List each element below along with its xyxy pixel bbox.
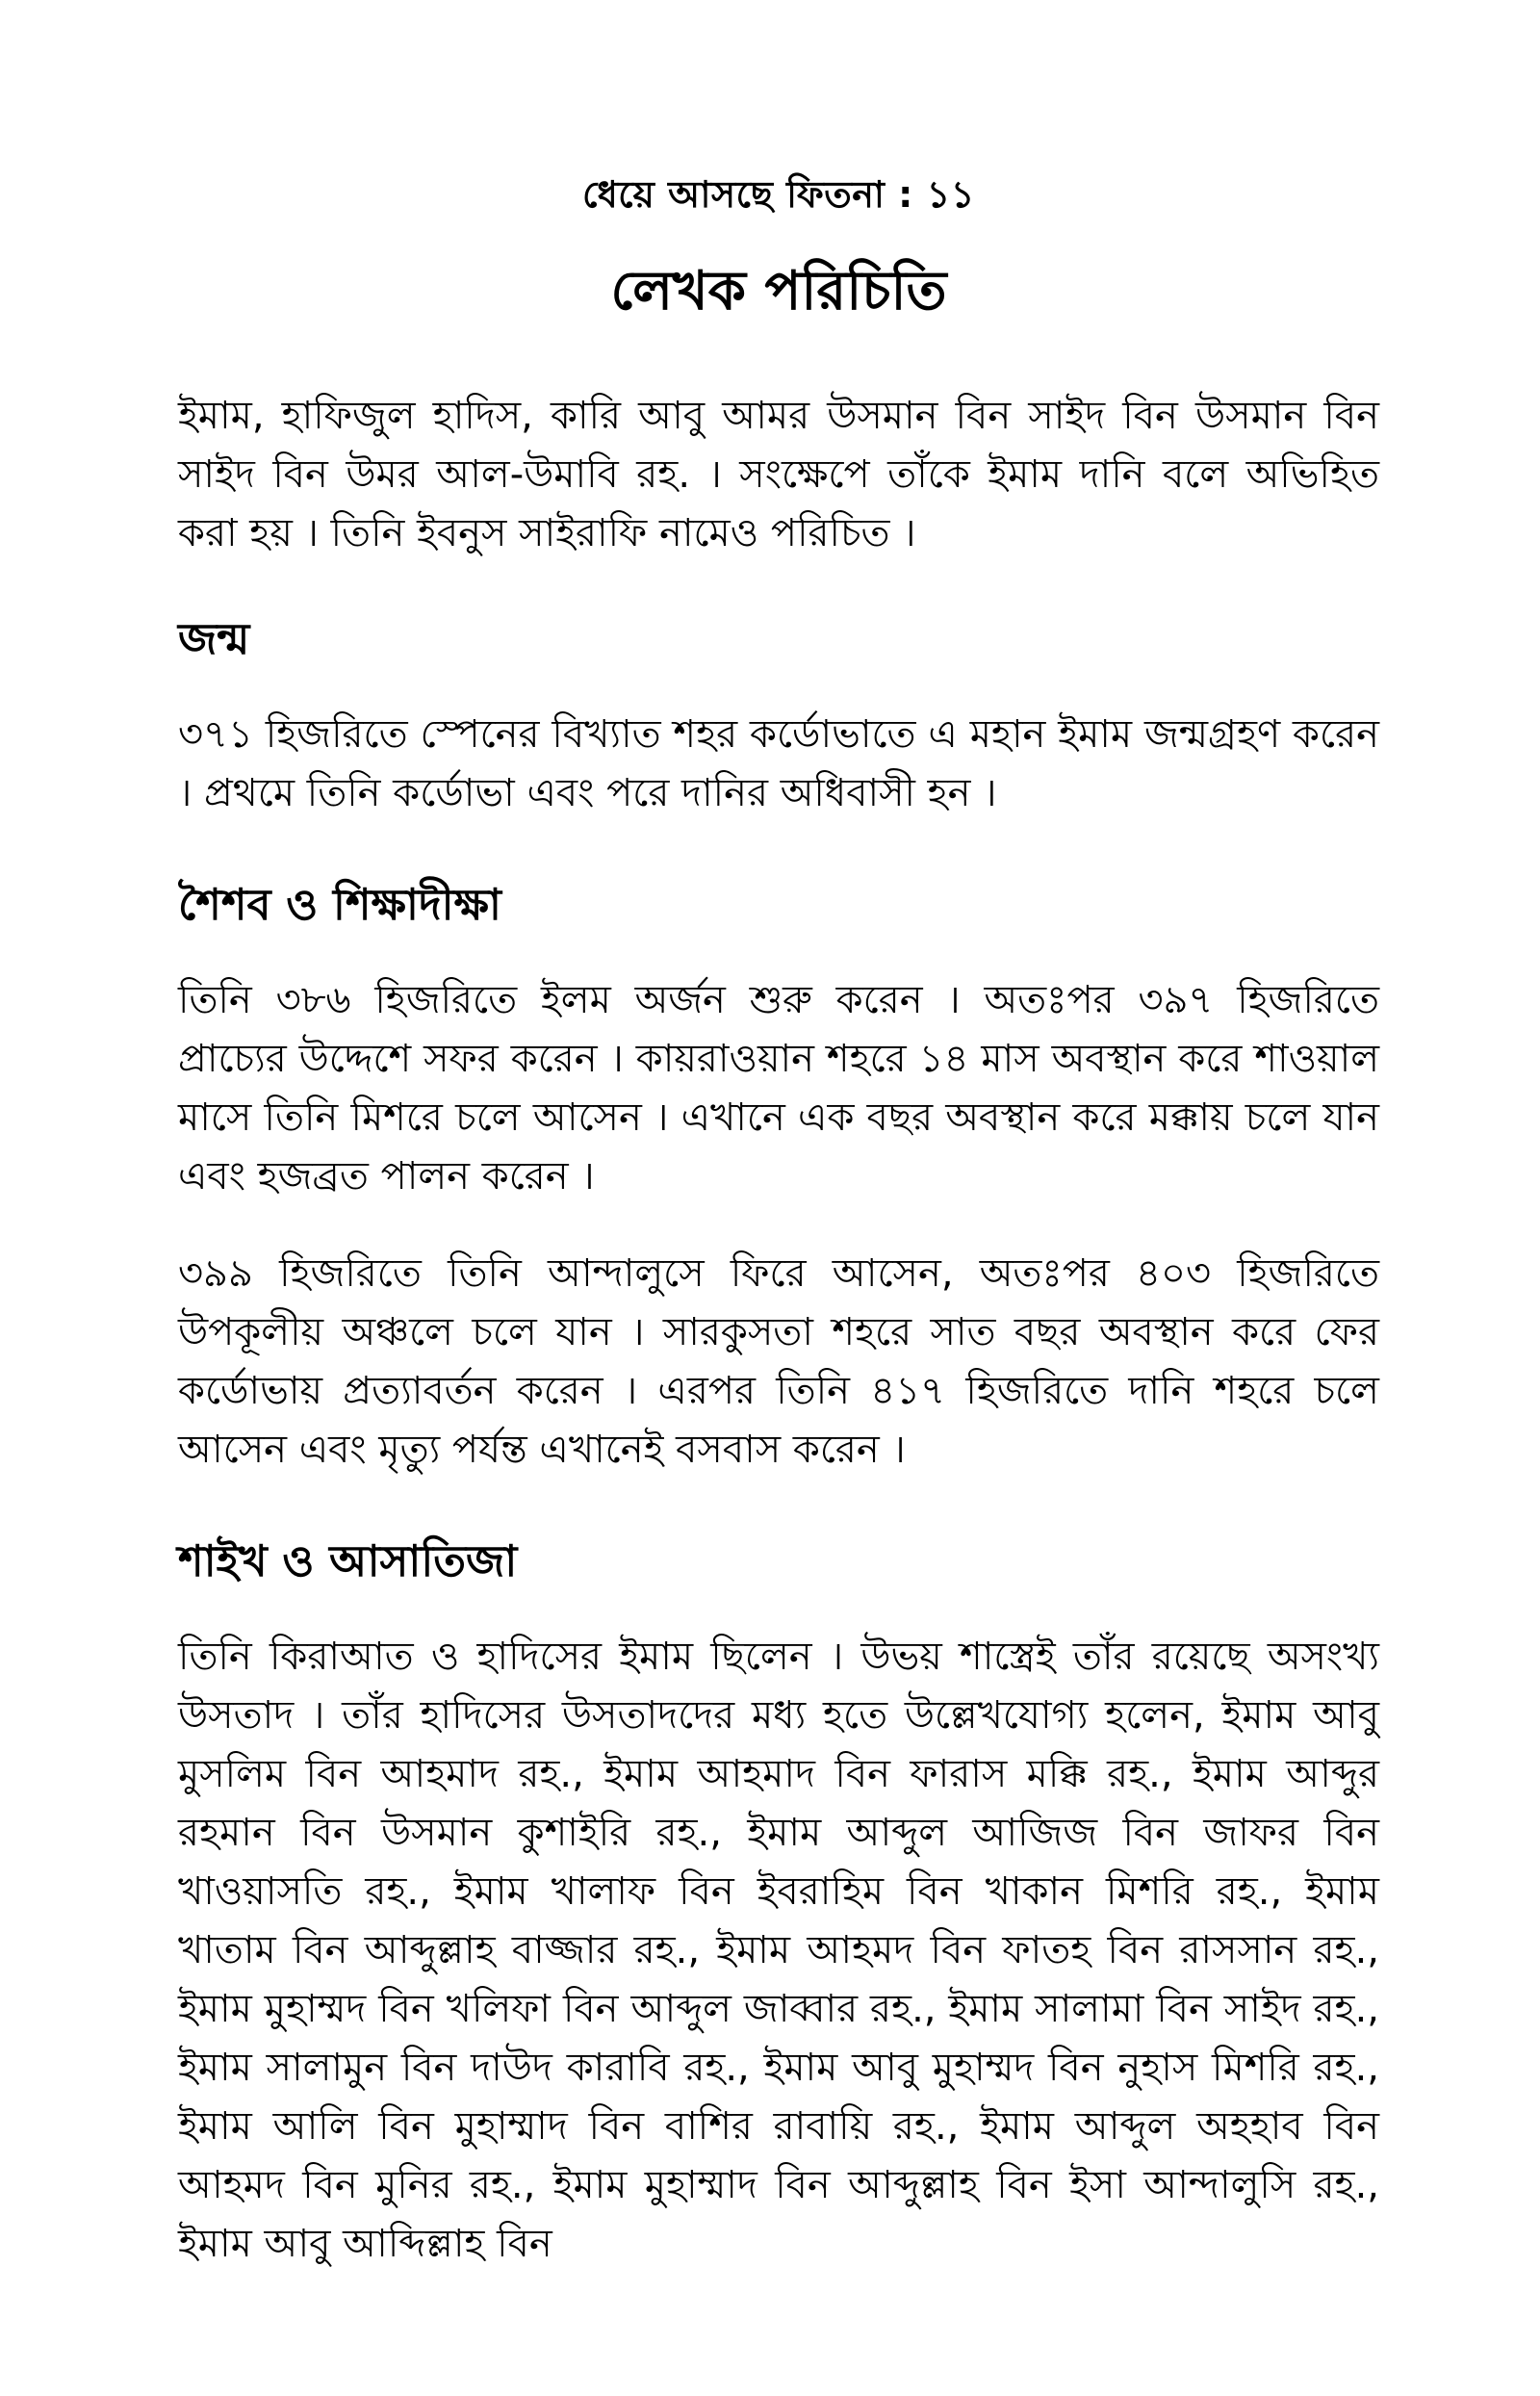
- paragraph-education-2: ৩৯৯ হিজরিতে তিনি আন্দালুসে ফিরে আসেন, অতঃপর ৪০৩ হিজরিতে উপকূলীয় অঞ্চলে চলে যান । সারকুসতা শহরে সাত বছর অবস্থান করে ফের কর্ডোভায় প্রত্যাবর্তন করেন । এরপর তিনি ৪১৭ হিজরিতে দানি শহরে চলে আসেন এবং মৃত্যু পর্যন্ত এখানেই বসবাস করেন ।: [178, 1251, 1379, 1472]
- paragraph-author-intro: ইমাম, হাফিজুল হাদিস, কারি আবু আমর উসমান বিন সাইদ বিন উসমান বিন সাইদ বিন উমর আল-উমাবি রহ. । সংক্ষেপে তাঁকে ইমাম দানি বলে অভিহিত করা হয় । তিনি ইবনুস সাইরাফি নামেও পরিচিত ।: [178, 394, 1379, 555]
- section-heading-birth: জন্ম: [178, 613, 250, 664]
- page-title: লেখক পরিচিতি: [610, 260, 947, 322]
- section-heading-childhood-education: শৈশব ও শিক্ষাদীক্ষা: [178, 879, 501, 930]
- page-content: [178, 171, 1379, 2312]
- running-head: ধেয়ে আসছে ফিতনা : ১১: [582, 173, 975, 216]
- section-heading-shaykhs-teachers: শাইখ ও আসাতিজা: [178, 1535, 518, 1586]
- paragraph-teachers-list: তিনি কিরাআত ও হাদিসের ইমাম ছিলেন । উভয় শাস্ত্রেই তাঁর রয়েছে অসংখ্য উসতাদ । তাঁর হাদিসের উসতাদদের মধ্য হতে উল্লেখযোগ্য হলেন, ইমাম আবু মুসলিম বিন আহমাদ রহ., ইমাম আহমাদ বিন ফারাস মক্কি রহ., ইমাম আব্দুর রহমান বিন উসমান কুশাইরি রহ., ইমাম আব্দুল আজিজ বিন জাফর বিন খাওয়াসতি রহ., ইমাম খালাফ বিন ইবরাহিম বিন খাকান মিশরি রহ., ইমাম খাতাম বিন আব্দুল্লাহ বাজ্জার রহ., ইমাম আহমদ বিন ফাতহ বিন রাসসান রহ., ইমাম মুহাম্মদ বিন খলিফা বিন আব্দুল জাব্বার রহ., ইমাম সালামা বিন সাইদ রহ., ইমাম সালামুন বিন দাউদ কারাবি রহ., ইমাম আবু মুহাম্মদ বিন নুহাস মিশরি রহ., ইমাম আলি বিন মুহাম্মাদ বিন বাশির রাবায়ি রহ., ইমাম আব্দুল অহহাব বিন আহমদ বিন মুনির রহ., ইমাম মুহাম্মাদ বিন আব্দুল্লাহ বিন ইসা আন্দালুসি রহ., ইমাম আবু আব্দিল্লাহ বিন: [178, 1635, 1379, 2266]
- paragraph-education-1: তিনি ৩৮৬ হিজরিতে ইলম অর্জন শুরু করেন । অতঃপর ৩৯৭ হিজরিতে প্রাচ্যের উদ্দেশে সফর করেন । কায়রাওয়ান শহরে ১৪ মাস অবস্থান করে শাওয়াল মাসে তিনি মিশরে চলে আসেন । এখানে এক বছর অবস্থান করে মক্কায় চলে যান এবং হজব্রত পালন করেন ।: [178, 978, 1379, 1198]
- paragraph-birth: ৩৭১ হিজরিতে স্পেনের বিখ্যাত শহর কর্ডোভাতে এ মহান ইমাম জন্মগ্রহণ করেন । প্রথমে তিনি কর্ডোভা এবং পরে দানির অধিবাসী হন ।: [178, 712, 1379, 815]
